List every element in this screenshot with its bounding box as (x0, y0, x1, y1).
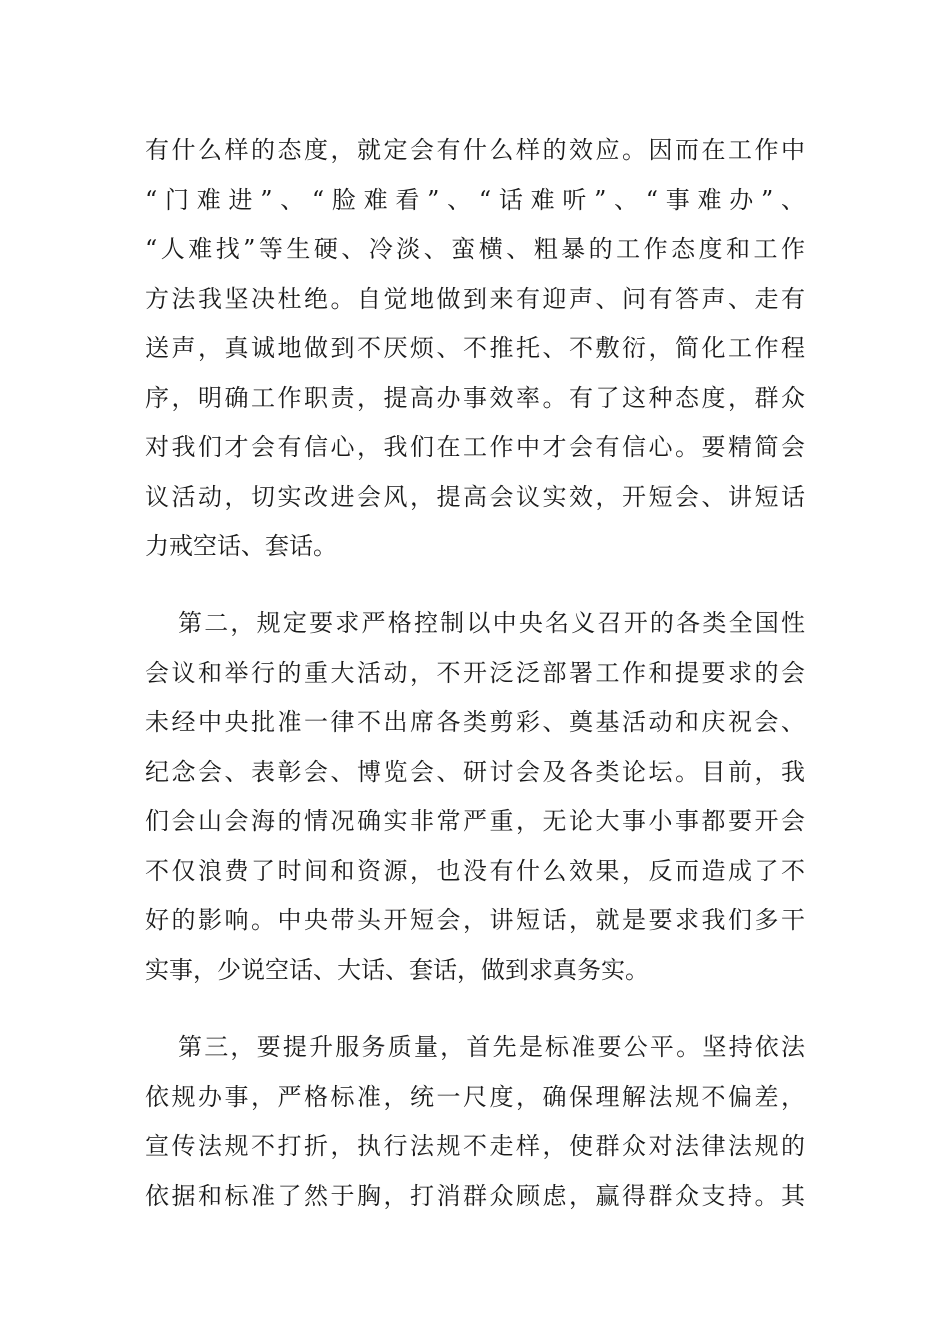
paragraph-1-line-8: 议活动，切实改进会风，提高会议实效，开短会、讲短话 (145, 483, 805, 511)
paragraph-1-line-3: “人难找”等生硬、冷淡、蛮横、粗暴的工作态度和工作 (145, 235, 805, 263)
paragraph-1-line-2: “门难进”、“脸难看”、“话难听”、“事难办”、 (145, 186, 805, 214)
paragraph-2-line-7: 好的影响。中央带头开短会，讲短话，就是要求我们多干 (145, 906, 805, 934)
paragraph-3-line-1: 第三，要提升服务质量，首先是标准要公平。坚持依法 (178, 1033, 805, 1061)
paragraph-2-line-5: 们会山会海的情况确实非常严重，无论大事小事都要开会 (145, 807, 805, 835)
paragraph-3-line-4: 依据和标准了然于胸，打消群众顾虑，赢得群众支持。其 (145, 1182, 805, 1210)
paragraph-2-line-3: 未经中央批准一律不出席各类剪彩、奠基活动和庆祝会、 (145, 708, 805, 736)
paragraph-3-line-2: 依规办事，严格标准，统一尺度，确保理解法规不偏差， (145, 1083, 805, 1111)
paragraph-1-line-9: 力戒空话、套话。 (145, 532, 337, 560)
paragraph-1-line-6: 序，明确工作职责，提高办事效率。有了这种态度，群众 (145, 384, 805, 412)
paragraph-1-line-4: 方法我坚决杜绝。自觉地做到来有迎声、问有答声、走有 (145, 285, 805, 313)
paragraph-1-line-5: 送声，真诚地做到不厌烦、不推托、不敷衍，简化工作程 (145, 334, 805, 362)
paragraph-2-line-2: 会议和举行的重大活动，不开泛泛部署工作和提要求的会 (145, 659, 805, 687)
paragraph-2-line-6: 不仅浪费了时间和资源，也没有什么效果，反而造成了不 (145, 857, 805, 885)
paragraph-2-line-4: 纪念会、表彰会、博览会、研讨会及各类论坛。目前，我 (145, 758, 805, 786)
paragraph-3-line-3: 宣传法规不打折，执行法规不走样，使群众对法律法规的 (145, 1132, 805, 1160)
paragraph-1-line-1: 有什么样的态度，就定会有什么样的效应。因而在工作中 (145, 136, 805, 164)
paragraph-2-line-1: 第二，规定要求严格控制以中央名义召开的各类全国性 (178, 609, 805, 637)
paragraph-1-line-7: 对我们才会有信心，我们在工作中才会有信心。要精简会 (145, 433, 805, 461)
paragraph-2-line-8: 实事，少说空话、大话、套话，做到求真务实。 (145, 956, 649, 984)
